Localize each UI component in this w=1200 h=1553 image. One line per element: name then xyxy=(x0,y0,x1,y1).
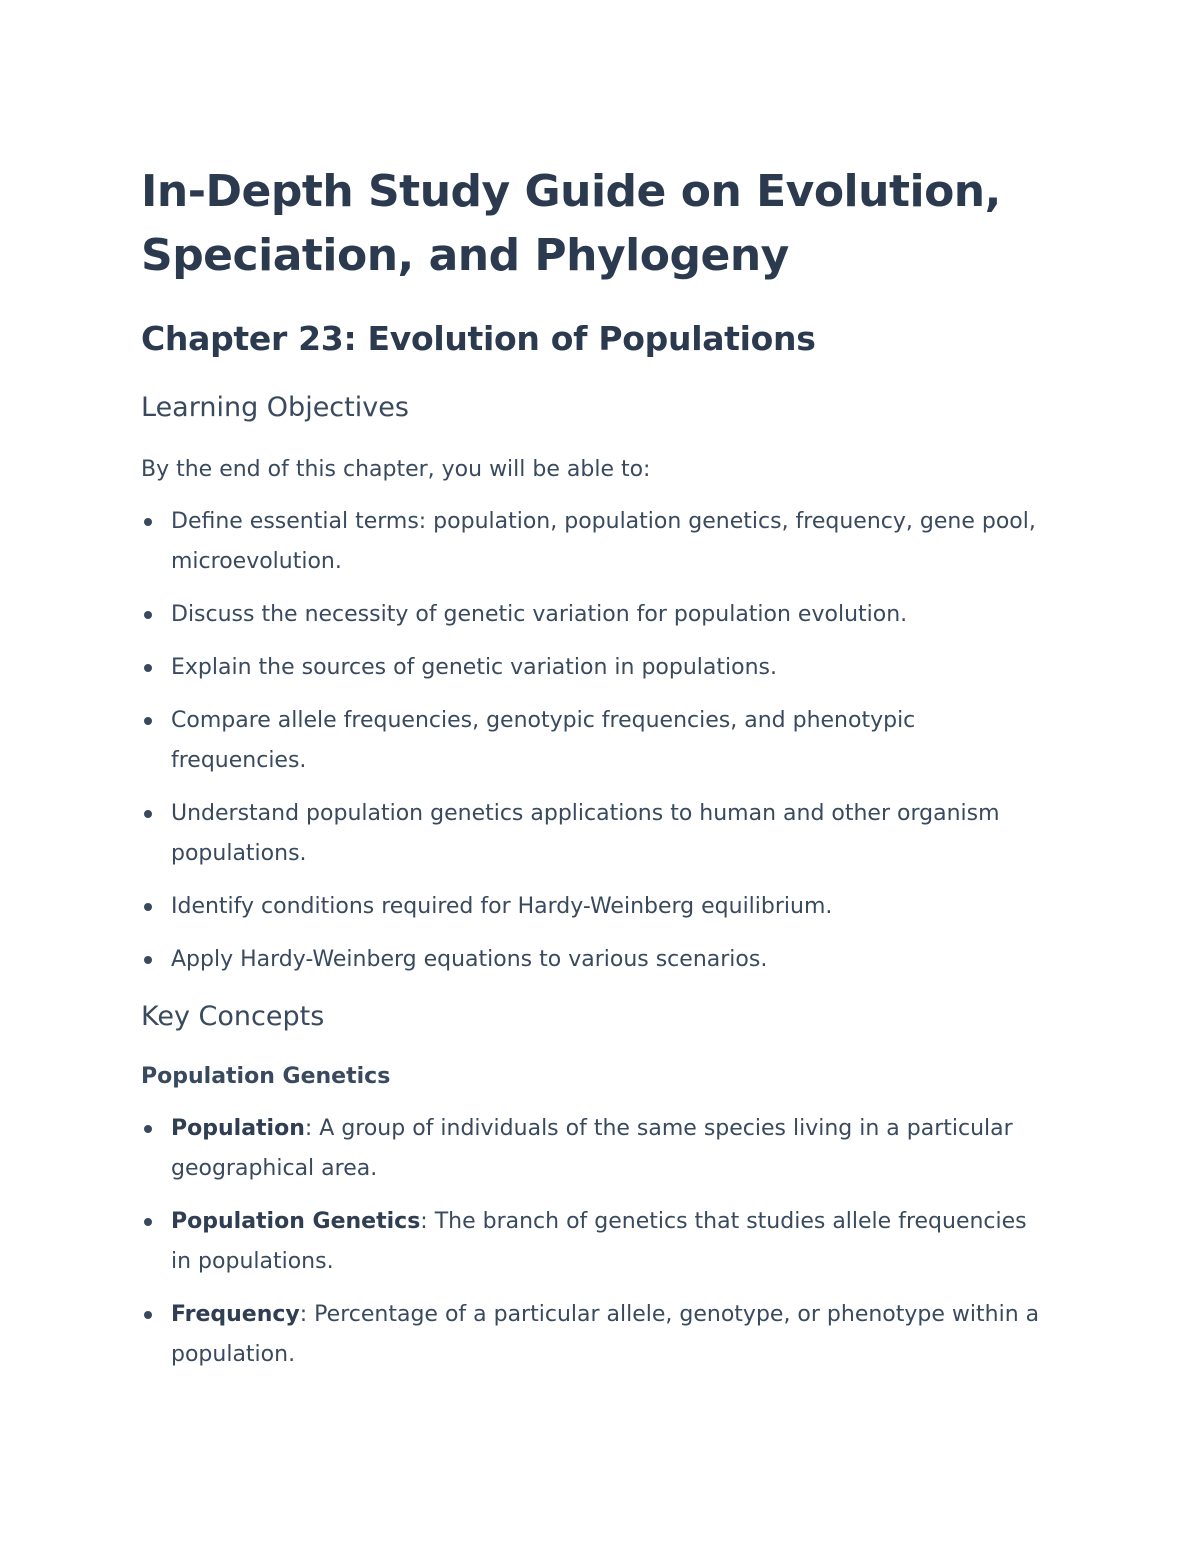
objective-text: Compare allele frequencies, genotypic frequencies, and phenotypic frequencies. xyxy=(171,708,916,773)
objective-item xyxy=(141,794,1051,874)
concept-term: Population xyxy=(171,1116,305,1141)
concept-term: Frequency xyxy=(171,1302,300,1327)
bullet-icon xyxy=(144,664,152,672)
objective-item xyxy=(141,595,1051,635)
bullet-icon xyxy=(144,1218,152,1226)
bullet-icon xyxy=(144,810,152,818)
objectives-list xyxy=(141,502,1051,993)
concept-term: Population Genetics xyxy=(171,1209,421,1234)
bullet-icon xyxy=(144,956,152,964)
concept-item xyxy=(141,1202,1051,1282)
bullet-icon xyxy=(144,1311,152,1319)
objective-item xyxy=(141,502,1051,582)
concept-definition: : A group of individuals of the same species living in a particular geographical area. xyxy=(171,1116,1013,1181)
bullet-icon xyxy=(144,611,152,619)
document-title-line-2: Speciation, and Phylogeny xyxy=(141,230,789,281)
learning-objectives-heading: Learning Objectives xyxy=(141,392,409,423)
objective-text: Explain the sources of genetic variation in populations. xyxy=(171,655,777,680)
key-concepts-heading: Key Concepts xyxy=(141,1001,325,1032)
concepts-list xyxy=(141,1109,1051,1388)
population-genetics-subheading: Population Genetics xyxy=(141,1064,391,1089)
objectives-intro: By the end of this chapter, you will be able to: xyxy=(141,457,651,482)
document-title-line-1: In-Depth Study Guide on Evolution, xyxy=(141,166,1001,217)
objective-text: Identify conditions required for Hardy-Weinberg equilibrium. xyxy=(171,894,833,919)
document-title xyxy=(141,160,1041,288)
concept-item xyxy=(141,1295,1051,1375)
objective-item xyxy=(141,940,1051,980)
bullet-icon xyxy=(144,903,152,911)
concept-item xyxy=(141,1109,1051,1189)
bullet-icon xyxy=(144,1125,152,1133)
bullet-icon xyxy=(144,518,152,526)
objective-text: Apply Hardy-Weinberg equations to various scenarios. xyxy=(171,947,768,972)
objective-item xyxy=(141,887,1051,927)
objective-text: Define essential terms: population, population genetics, frequency, gene pool, microevolution. xyxy=(171,509,1036,574)
objective-text: Discuss the necessity of genetic variation for population evolution. xyxy=(171,602,908,627)
bullet-icon xyxy=(144,717,152,725)
objective-text: Understand population genetics applications to human and other organism populations. xyxy=(171,801,1000,866)
objective-item xyxy=(141,648,1051,688)
concept-definition: : Percentage of a particular allele, genotype, or phenotype within a population. xyxy=(171,1302,1040,1367)
concept-definition: : The branch of genetics that studies allele frequencies in populations. xyxy=(171,1209,1027,1274)
chapter-heading: Chapter 23: Evolution of Populations xyxy=(141,319,816,358)
objective-item xyxy=(141,701,1051,781)
